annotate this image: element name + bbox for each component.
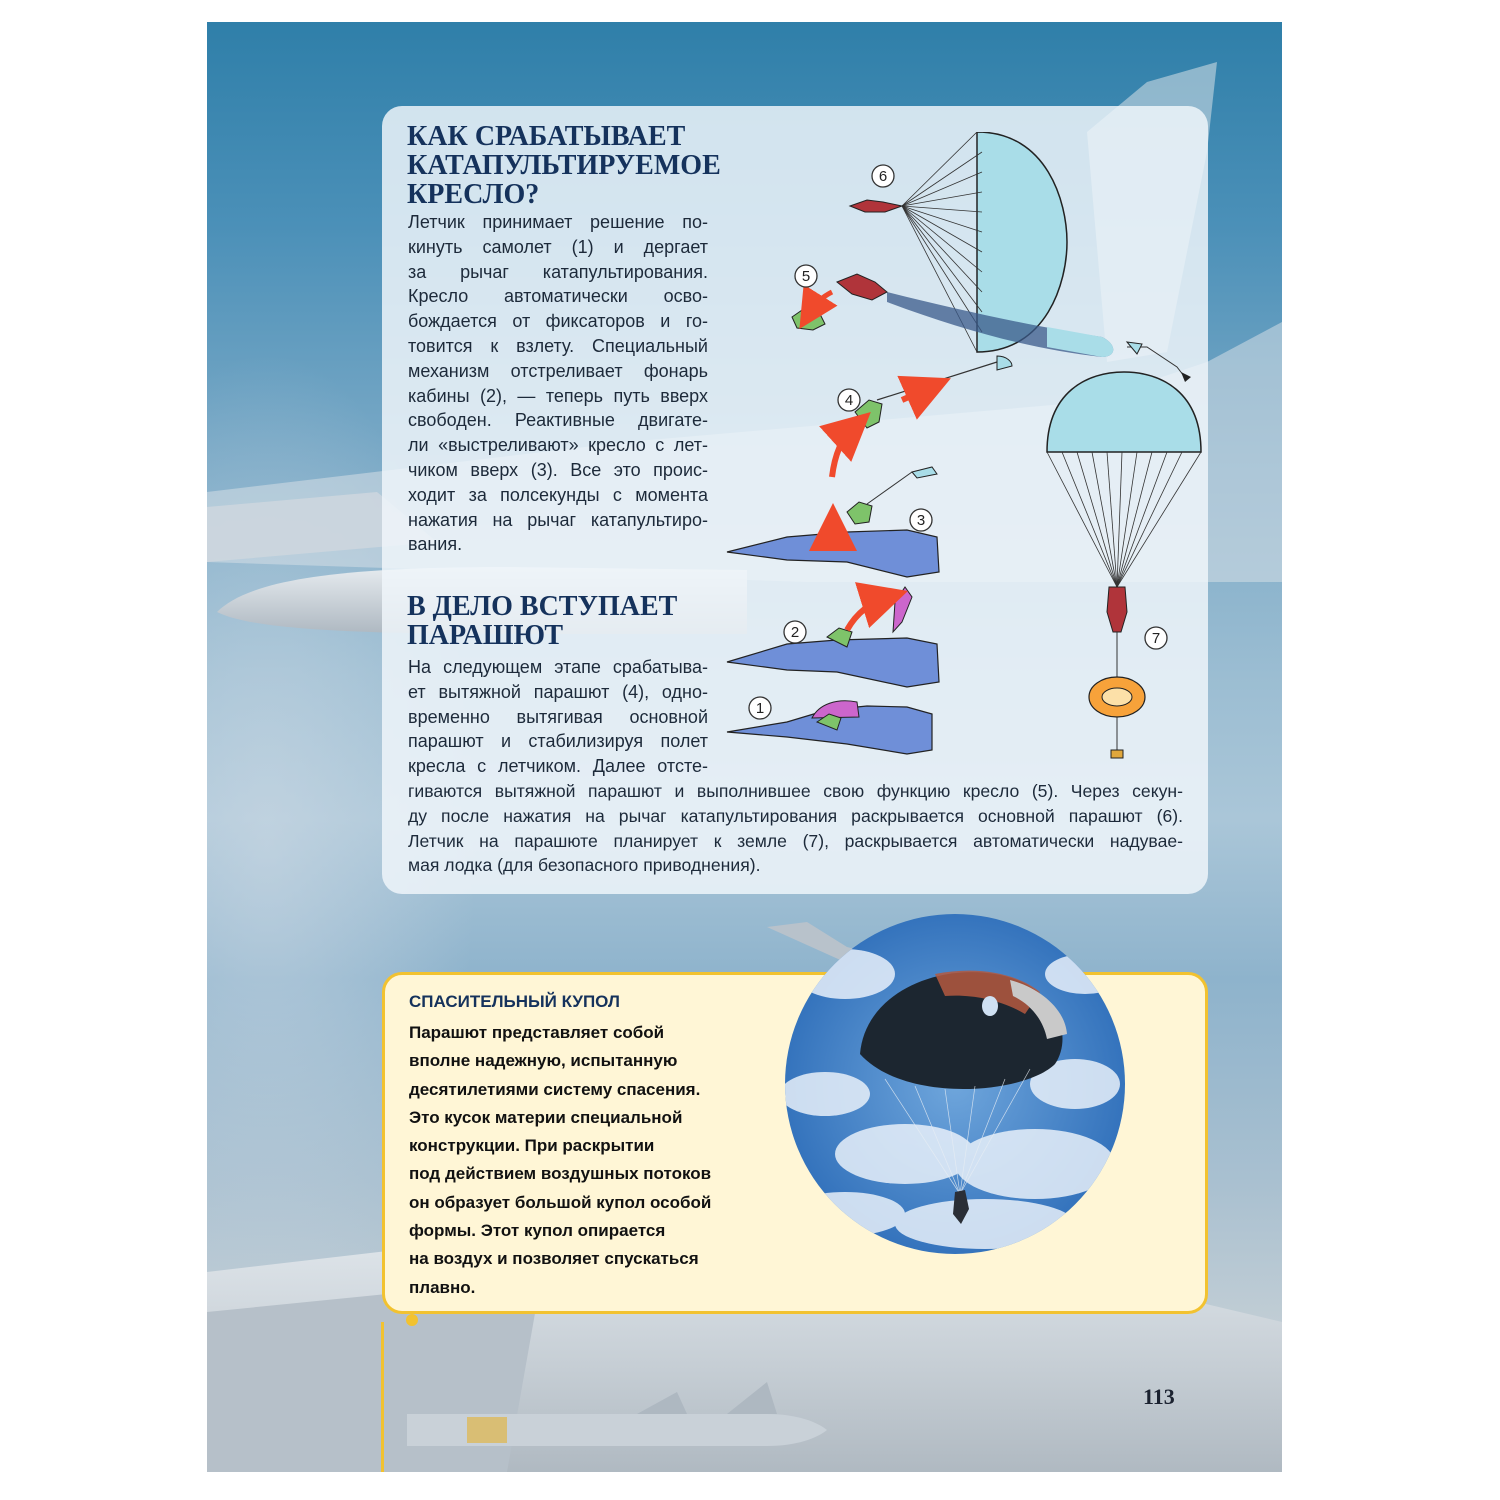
parachute-photo	[785, 914, 1125, 1254]
box-line: Парашют представляет собой	[409, 1023, 665, 1042]
body-line: парашют и стабилизируя полет	[408, 731, 708, 752]
body-line: ходит за полсекунды с момента	[408, 484, 708, 505]
stage-5-seat-separation	[792, 265, 1113, 357]
section-title-parachute	[407, 592, 677, 650]
title-line: КРЕСЛО?	[407, 179, 540, 210]
box-title: СПАСИТЕЛЬНЫЙ КУПОЛ	[409, 992, 620, 1011]
body-line: Кресло автоматически осво-	[408, 286, 708, 307]
title-line: КАК СРАБАТЫВАЕТ	[407, 121, 686, 152]
stage-label-5: 5	[801, 268, 811, 285]
section-body-parachute-narrow	[408, 655, 708, 779]
body-line: Летчик принимает решение по-	[408, 212, 708, 232]
box-connector-dot	[406, 1314, 418, 1326]
body-line: кабины (2), — теперь путь вверх	[408, 385, 708, 406]
stage-3-seat-launch	[727, 467, 939, 577]
title-line: КАТАПУЛЬТИРУЕМОЕ	[407, 150, 721, 181]
box-line: Это кусок материи специальной	[409, 1107, 683, 1127]
stage-1-cockpit	[727, 697, 932, 754]
body-line: свободен. Реактивные двигате-	[408, 410, 708, 431]
section-body-parachute-wide	[408, 779, 1183, 878]
box-line: конструкции. При раскрытии	[409, 1136, 655, 1156]
stage-label-2: 2	[790, 624, 800, 641]
body-line: чиком вверх (3). Все это проис-	[408, 459, 708, 480]
body-line: бождается от фиксаторов и го-	[408, 311, 708, 332]
box-line: десятилетиями систему спасения.	[409, 1079, 701, 1099]
body-line: товится к взлету. Специальный	[408, 335, 708, 356]
stage-label-3: 3	[916, 512, 926, 529]
stage-label-4: 4	[844, 392, 854, 409]
title-line: В ДЕЛО ВСТУПАЕТ	[407, 591, 678, 622]
body-line: временно вытягивая основной	[408, 706, 708, 727]
stage-7-descent	[1047, 372, 1201, 758]
body-line: ду после нажатия на рычаг катапультирования раскрывается основной парашют (6).	[408, 805, 1183, 826]
page-number: 113	[1143, 1384, 1175, 1409]
box-line: формы. Этот купол опирается	[409, 1221, 666, 1241]
title-line: ПАРАШЮТ	[407, 620, 563, 651]
stage-2-canopy-jettison	[727, 587, 939, 687]
body-line: нажатия на рычаг катапультиро-	[408, 509, 708, 530]
body-line: гиваются вытяжной парашют и выполнившее свою функцию кресло (5). Через секун-	[408, 781, 1183, 801]
body-line: механизм отстреливает фонарь	[408, 360, 708, 381]
section-title-ejection-seat	[407, 122, 721, 209]
stage-label-7: 7	[1151, 630, 1161, 647]
body-line: мая лодка (для безопасного приводнения).	[408, 855, 761, 876]
page	[207, 22, 1282, 1472]
body-line: Летчик на парашюте планирует к земле (7), раскрывается автоматически надувае-	[408, 830, 1183, 851]
ejection-sequence-diagram	[707, 132, 1207, 772]
body-line: кресла с летчиком. Далее отсте-	[408, 756, 708, 777]
body-line: ет вытяжной парашют (4), одно-	[408, 681, 708, 702]
stage-4-pilot-chute	[832, 356, 1012, 477]
box-line: он образует большой купол особой	[409, 1192, 712, 1212]
box-body	[409, 1019, 711, 1302]
section-body-ejection-seat	[408, 210, 708, 557]
box-line: вполне надежную, испытанную	[409, 1051, 678, 1071]
body-line: кинуть самолет (1) и дергает	[408, 236, 708, 257]
body-line: вания.	[408, 534, 463, 555]
box-connector-line	[381, 1322, 384, 1472]
body-line: за рычаг катапультирования.	[408, 261, 708, 282]
stage-label-1: 1	[755, 700, 765, 717]
box-line: на воздух и позволяет спускаться	[409, 1249, 699, 1269]
box-line: под действием воздушных потоков	[409, 1164, 712, 1184]
body-line: На следующем этапе срабатыва-	[408, 657, 708, 677]
stage-label-6: 6	[878, 168, 888, 185]
box-line: плавно.	[409, 1277, 476, 1297]
body-line: ли «выстреливают» кресло с лет-	[408, 435, 708, 456]
